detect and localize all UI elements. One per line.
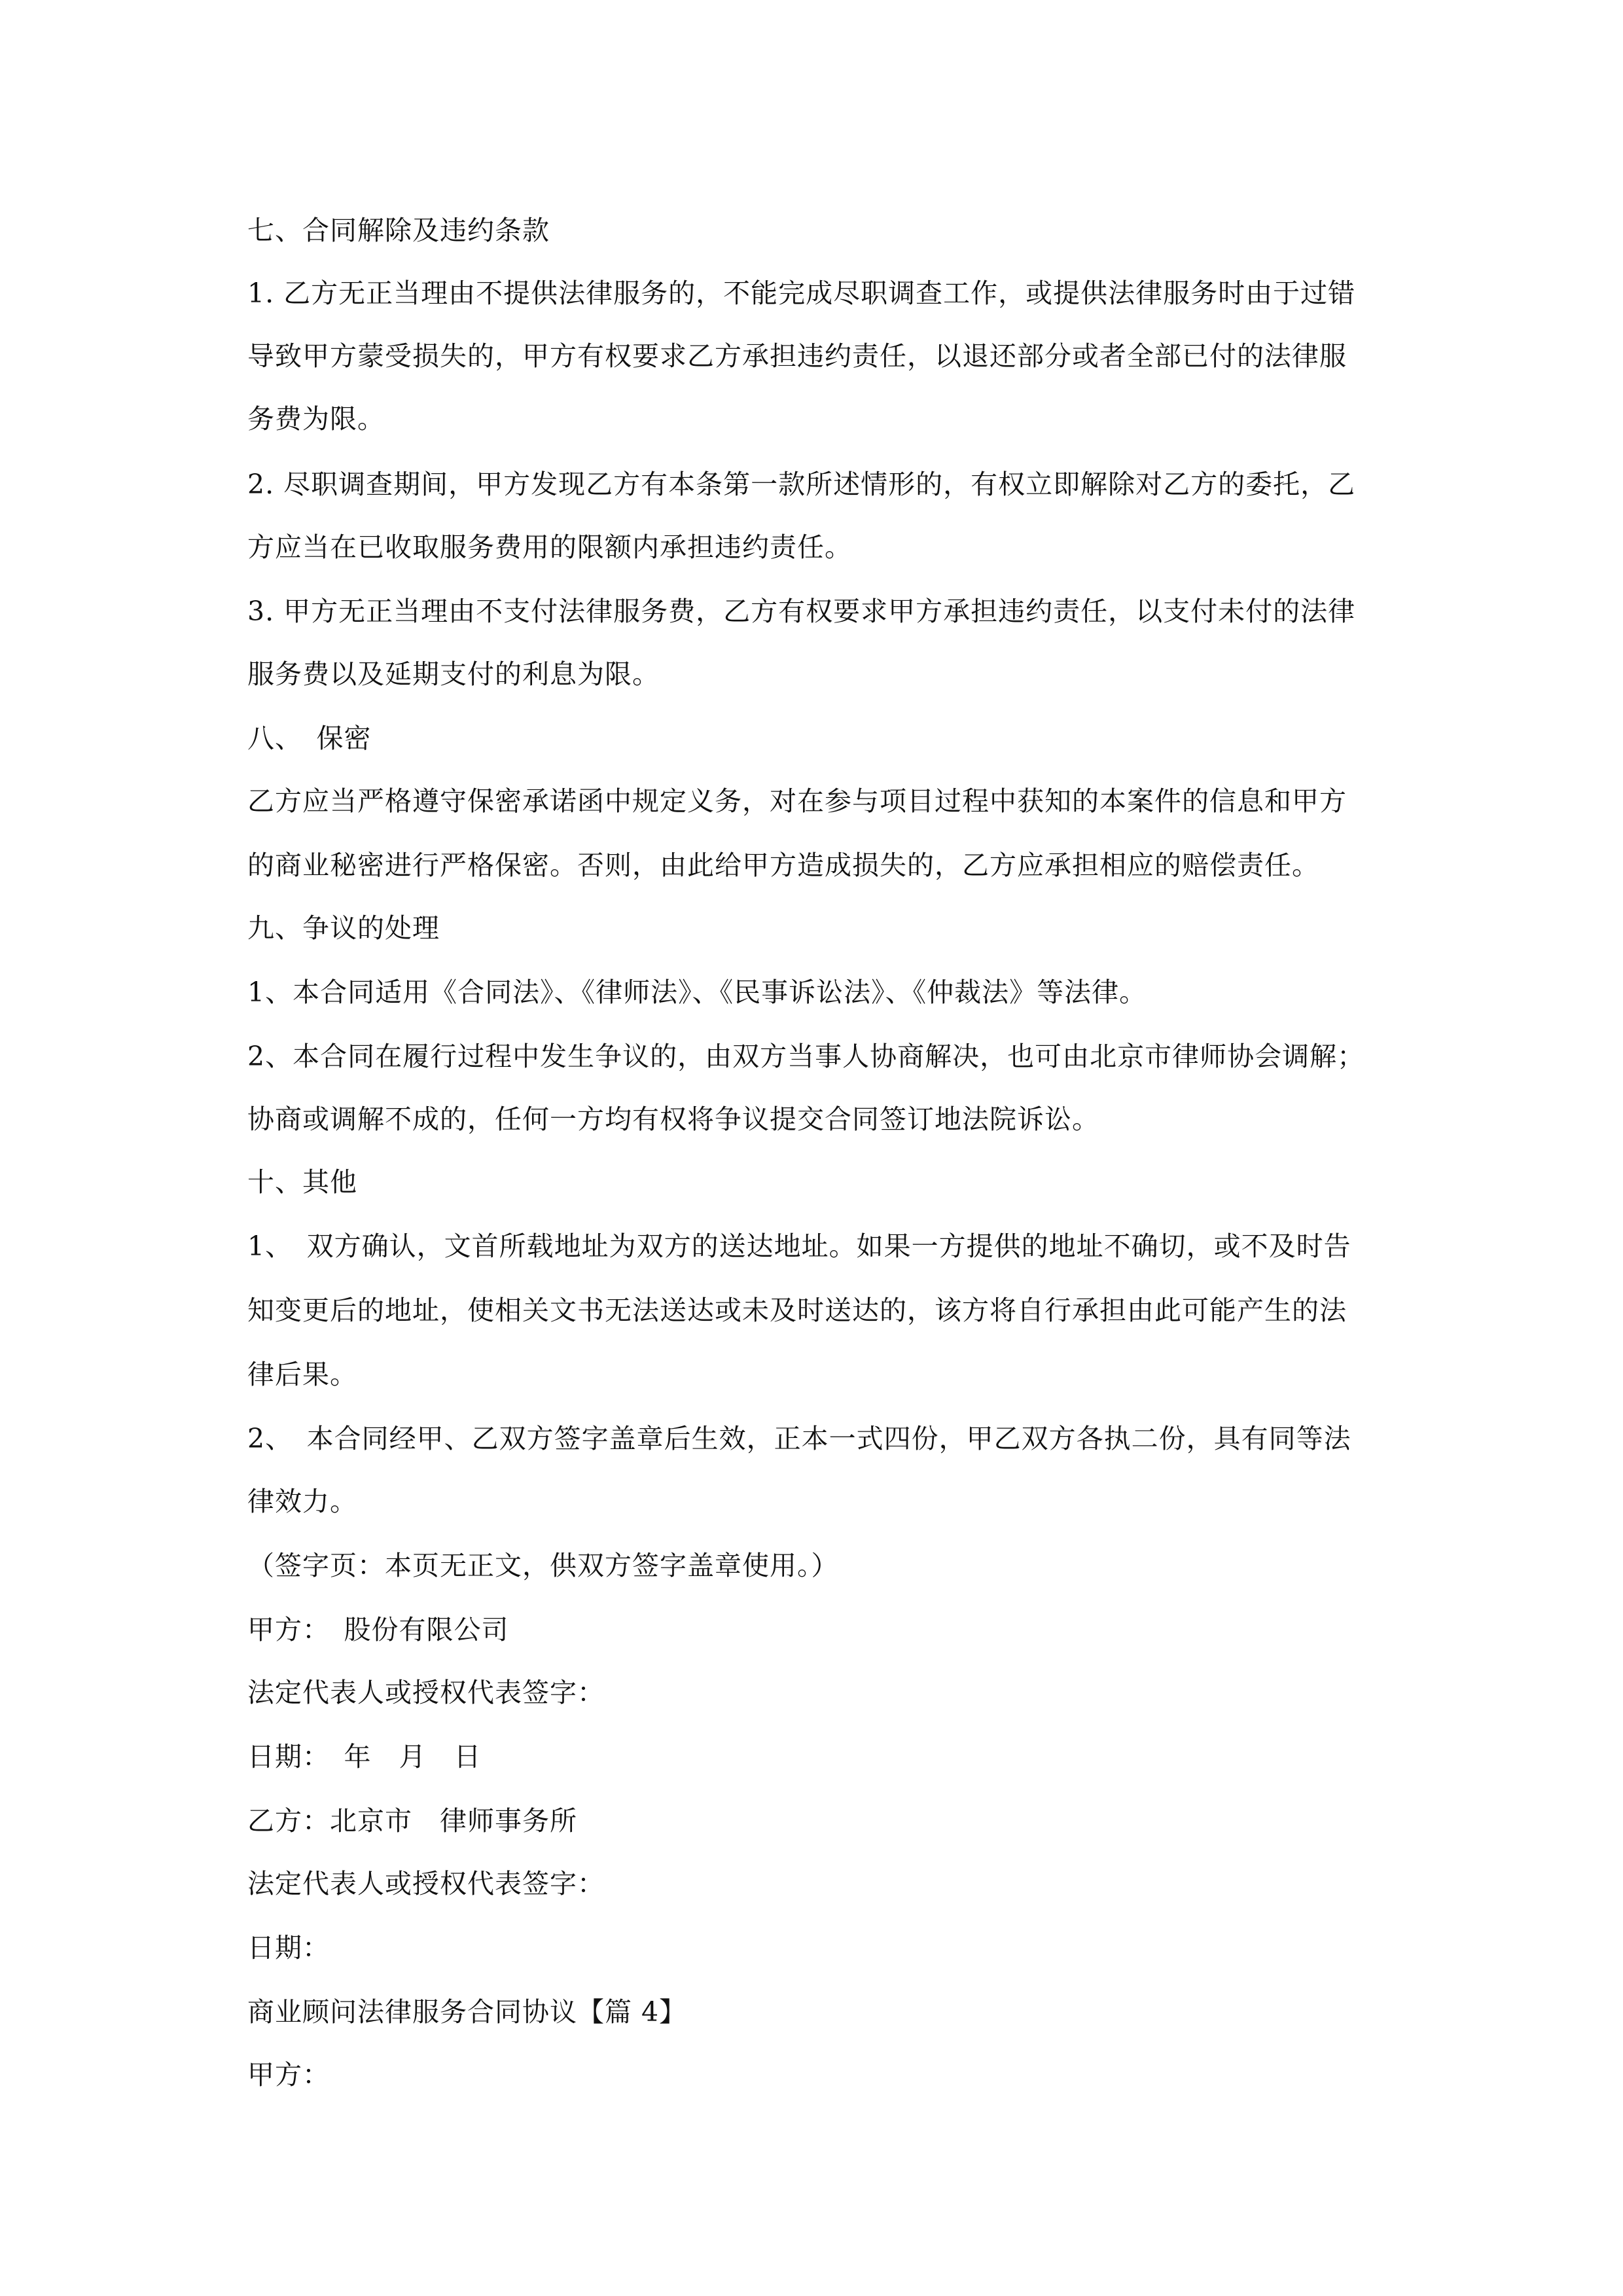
- paragraph-line: 服务费以及延期支付的利息为限。: [247, 658, 660, 690]
- paragraph-line: 导致甲方蒙受损失的，甲方有权要求乙方承担违约责任，以退还部分或者全部已付的法律服: [247, 340, 1347, 372]
- paragraph-line: 1、 双方确认，文首所载地址为双方的送达地址。如果一方提供的地址不确切，或不及时告: [247, 1230, 1351, 1262]
- party-a-line: 甲方： 股份有限公司: [247, 1614, 509, 1645]
- section-heading-disputes: 九、争议的处理: [247, 912, 440, 944]
- paragraph-line: 2. 尽职调查期间，甲方发现乙方有本条第一款所述情形的，有权立即解除对乙方的委托，乙: [247, 469, 1356, 500]
- signature-page-note: （签字页：本页无正文，供双方签字盖章使用。）: [247, 1550, 839, 1581]
- party-a-signature-line: 法定代表人或授权代表签字：: [247, 1677, 605, 1708]
- paragraph-line: 的商业秘密进行严格保密。否则，由此给甲方造成损失的，乙方应承担相应的赔偿责任。: [247, 850, 1319, 881]
- paragraph-line: 2、本合同在履行过程中发生争议的，由双方当事人协商解决，也可由北京市律师协会调解；: [247, 1041, 1365, 1072]
- paragraph-line: 律后果。: [247, 1359, 357, 1390]
- paragraph-line: 1、本合同适用《合同法》、《律师法》、《民事诉讼法》、《仲裁法》等法律。: [247, 977, 1147, 1008]
- next-contract-party-a: 甲方：: [247, 2059, 330, 2090]
- paragraph-line: 知变更后的地址，使相关文书无法送达或未及时送达的，该方将自行承担由此可能产生的法: [247, 1295, 1347, 1326]
- party-b-signature-line: 法定代表人或授权代表签字：: [247, 1868, 605, 1899]
- paragraph-line: 方应当在已收取服务费用的限额内承担违约责任。: [247, 531, 852, 563]
- party-a-date-line: 日期： 年 月 日: [247, 1741, 482, 1772]
- party-b-date-line: 日期：: [247, 1932, 330, 1964]
- section-heading-confidentiality: 八、 保密: [247, 723, 372, 754]
- paragraph-line: 务费为限。: [247, 403, 385, 435]
- paragraph-line: 协商或调解不成的，任何一方均有权将争议提交合同签订地法院诉讼。: [247, 1103, 1099, 1135]
- next-contract-title: 商业顾问法律服务合同协议【篇 4】: [247, 1996, 687, 2028]
- paragraph-line: 乙方应当严格遵守保密承诺函中规定义务，对在参与项目过程中获知的本案件的信息和甲方: [247, 785, 1347, 817]
- paragraph-line: 律效力。: [247, 1486, 357, 1517]
- section-heading-termination: 七、合同解除及违约条款: [247, 215, 550, 246]
- party-b-line: 乙方：北京市 律师事务所: [247, 1805, 577, 1837]
- paragraph-line: 2、 本合同经甲、乙双方签字盖章后生效，正本一式四份，甲乙双方各执二份，具有同等法: [247, 1423, 1351, 1454]
- paragraph-line: 3. 甲方无正当理由不支付法律服务费，乙方有权要求甲方承担违约责任，以支付未付的法律: [247, 596, 1356, 627]
- section-heading-other: 十、其他: [247, 1166, 357, 1198]
- paragraph-line: 1. 乙方无正当理由不提供法律服务的，不能完成尽职调查工作，或提供法律服务时由于过错: [247, 278, 1356, 309]
